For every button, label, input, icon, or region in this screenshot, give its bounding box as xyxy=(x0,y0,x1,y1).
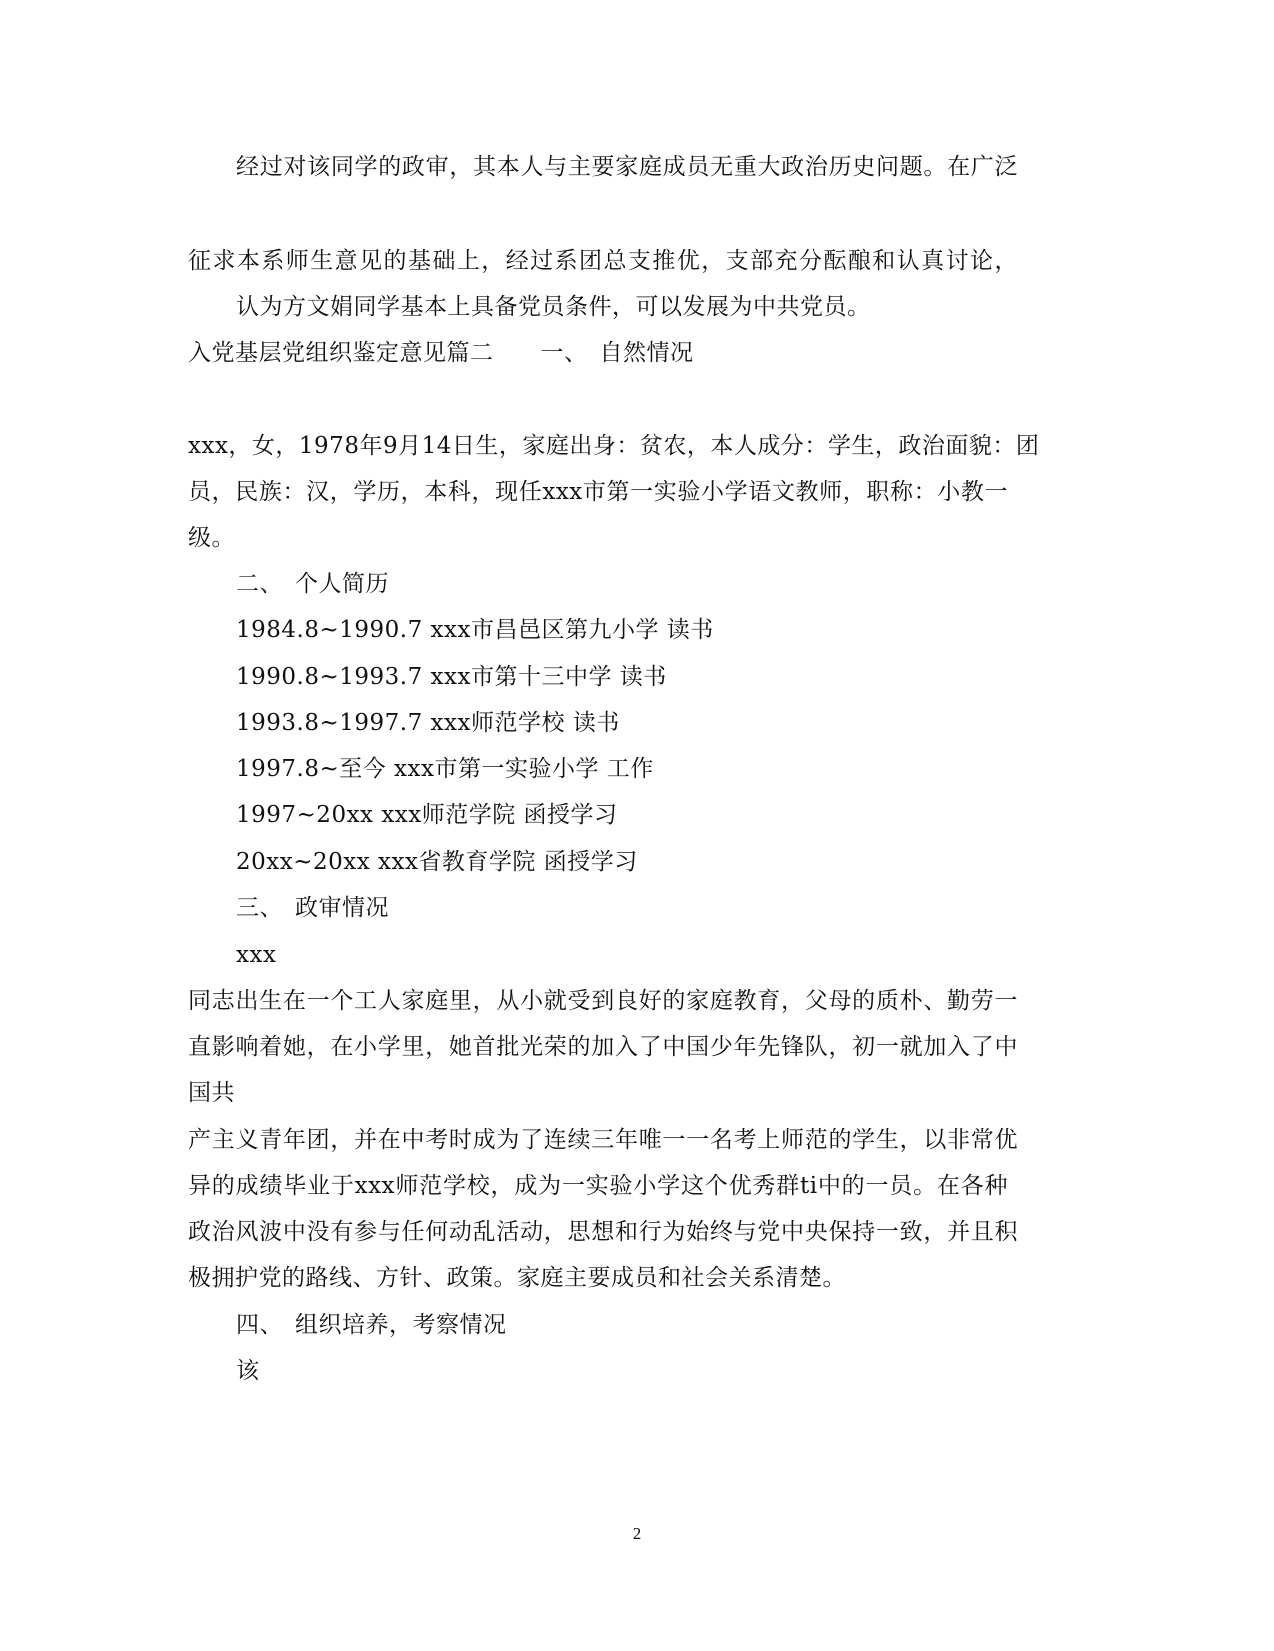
paragraph-line: 同志出生在一个工人家庭里，从小就受到良好的家庭教育，父母的质朴、勤劳一 xyxy=(188,988,1018,1014)
resume-entry: 1993.8~1997.7 xxx师范学校 读书 xyxy=(236,710,620,736)
paragraph-line: 极拥护党的路线、方针、政策。家庭主要成员和社会关系清楚。 xyxy=(188,1265,846,1291)
resume-entry: 20xx~20xx xxx省教育学院 函授学习 xyxy=(236,849,638,875)
paragraph-line: 该 xyxy=(236,1358,260,1384)
resume-entry: 1990.8~1993.7 xxx市第十三中学 读书 xyxy=(236,664,667,690)
paragraph-line: 征求本系师生意见的基础上，经过系团总支推优，支部充分酝酿和认真讨论， xyxy=(188,248,1018,274)
paragraph-line: 经过对该同学的政审，其本人与主要家庭成员无重大政治历史问题。在广泛 xyxy=(236,154,1018,180)
paragraph-line: 异的成绩毕业于xxx师范学校，成为一实验小学这个优秀群ti中的一员。在各种 xyxy=(188,1173,1008,1199)
paragraph-line: 认为方文娟同学基本上具备党员条件，可以发展为中共党员。 xyxy=(236,294,871,320)
resume-entry: 1997.8~至今 xxx市第一实验小学 工作 xyxy=(236,756,654,782)
paragraph-line: 产主义青年团，并在中考时成为了连续三年唯一一名考上师范的学生，以非常优 xyxy=(188,1127,1018,1153)
section-heading: 三、 政审情况 xyxy=(236,895,389,921)
paragraph-line: 政治风波中没有参与任何动乱活动，思想和行为始终与党中央保持一致，并且积 xyxy=(188,1219,1018,1245)
section-heading: 二、 个人简历 xyxy=(236,571,389,597)
paragraph-line: 国共 xyxy=(188,1080,235,1106)
page-number: 2 xyxy=(632,1524,642,1543)
section-heading: 四、 组织培养，考察情况 xyxy=(236,1312,507,1338)
paragraph-line: 员，民族：汉，学历，本科，现任xxx市第一实验小学语文教师，职称：小教一 xyxy=(188,479,1008,505)
paragraph-line: xxx xyxy=(236,942,277,968)
paragraph-line: xxx，女，1978年9月14日生，家庭出身：贫农，本人成分：学生，政治面貌：团 xyxy=(188,433,1040,459)
section-heading: 入党基层党组织鉴定意见篇二 一、 自然情况 xyxy=(188,340,694,366)
paragraph-line: 直影响着她，在小学里，她首批光荣的加入了中国少年先锋队，初一就加入了中 xyxy=(188,1034,1018,1060)
paragraph-line: 级。 xyxy=(188,525,235,551)
resume-entry: 1997~20xx xxx师范学院 函授学习 xyxy=(236,802,618,828)
resume-entry: 1984.8~1990.7 xxx市昌邑区第九小学 读书 xyxy=(236,617,714,643)
